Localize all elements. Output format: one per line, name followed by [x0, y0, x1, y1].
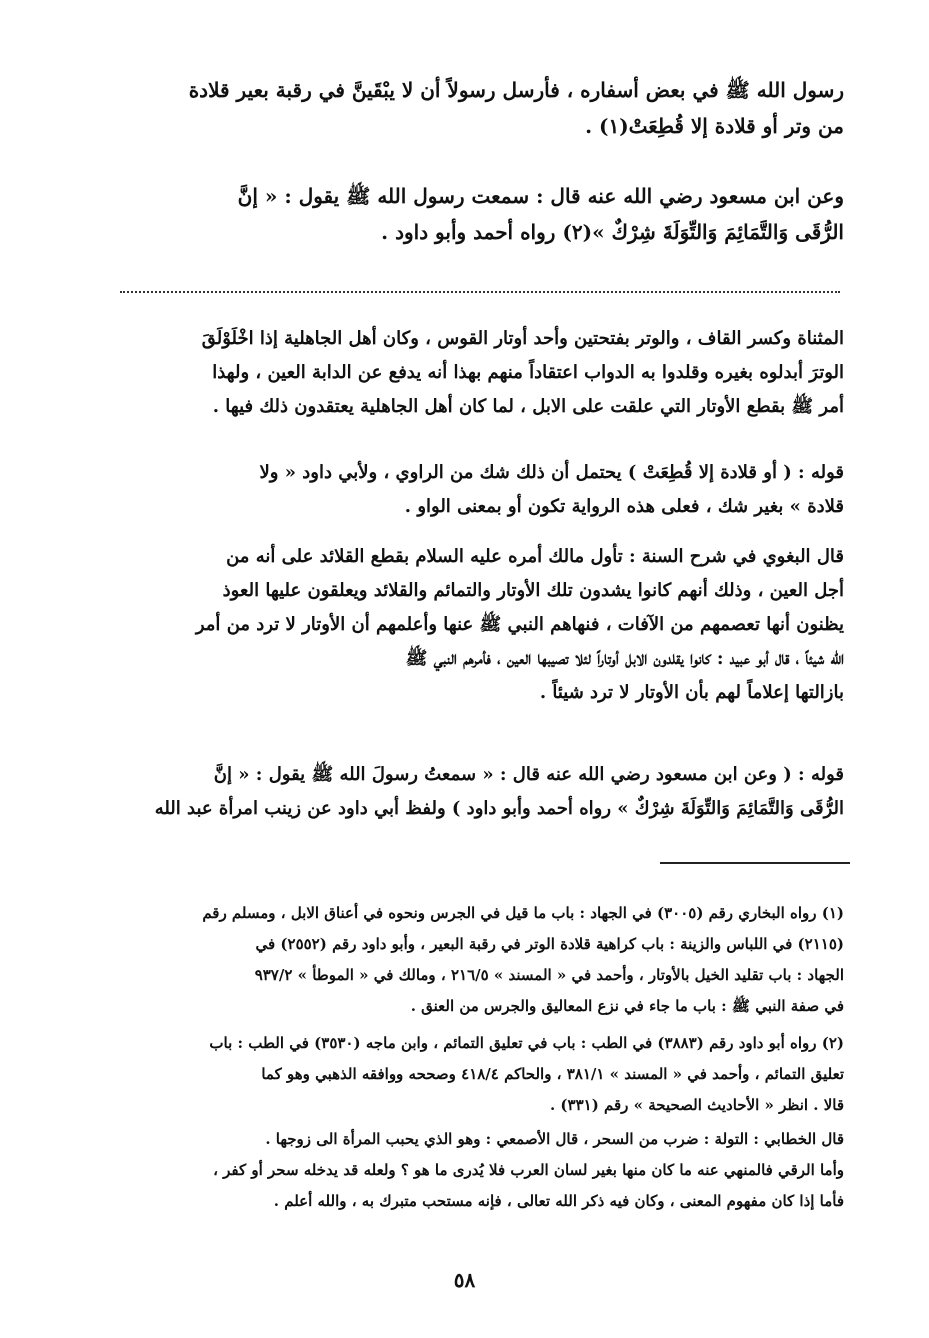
text-line: أجل العين ، وذلك أنهم كانوا يشدون تلك الأوتار والتمائم والقلائد ويعلقون عليها العوذ: [222, 580, 844, 601]
hadith-text-2: [100, 178, 844, 250]
text-line: قال الخطابي : التولة : ضرب من السحر ، قال الأصمعي : وهو الذي يحبب المرأة الى زوجها .: [265, 1130, 844, 1148]
text-line: وأما الرقي فالمنهي عنه ما كان منها بغير لسان العرب فلا يُدرى ما هو ؟ ولعله قد يدخله سحر أو كفر ،: [213, 1161, 844, 1179]
text-line: الله شيئاً ، قال أبو عبيد : كانوا يقلدون الابل أوتاراً لئلا تصيبها العين ، فأمرهم النبي ﷺ: [405, 648, 844, 669]
text-line: (٢) رواه أبو داود رقم (٣٨٨٣) في الطب : باب في تعليق التمائم ، وابن ماجه (٣٥٣٠) في الطب : باب: [209, 1034, 844, 1052]
text-line: المثناة وكسر القاف ، والوتر بفتحتين وأحد أوتار القوس ، وكان أهل الجاهلية إذا اخْلَوْلَقَ: [201, 328, 844, 349]
text-line: الرُّقَى وَالتَّمَائِمَ وَالتِّوَلَةَ شِرْكٌ » رواه أحمد وأبو داود ) ولفظ أبي داود عن زينب امرأة عبد الله: [154, 798, 844, 819]
footnote-1: [100, 898, 844, 1022]
text-line: قوله : ( أو قلادة إلا قُطِعَتْ ) يحتمل أن ذلك شك من الراوي ، ولأبي داود « ولا: [259, 462, 844, 483]
commentary-paragraph-1: [100, 322, 844, 424]
footnote-2: [100, 1028, 844, 1121]
text-line: أمر ﷺ بقطع الأوتار التي علقت على الابل ، لما كان أهل الجاهلية يعتقدون ذلك فيها .: [212, 396, 844, 417]
text-line: تعليق التمائم ، وأحمد في « المسند » ٣٨١/١ ، والحاكم ٤١٨/٤ وصححه ووافقه الذهبي وهو كما: [261, 1065, 844, 1083]
commentary-paragraph-4: [100, 758, 844, 826]
text-line: الجهاد : باب تقليد الخيل بالأوتار ، وأحمد في « المسند » ٢١٦/٥ ، ومالك في « الموطأ » ٩٣٧/٢: [254, 966, 844, 984]
text-line: من وتر أو قلادة إلا قُطِعَتْ(١) .: [585, 114, 844, 138]
text-line: فأما إذا كان مفهوم المعنى ، وكان فيه ذكر الله تعالى ، فإنه مستحب متبرك به ، والله أعلم .: [273, 1192, 844, 1210]
section-divider: [120, 291, 840, 293]
text-line: (١) رواه البخاري رقم (٣٠٠٥) في الجهاد : باب ما قيل في الجرس ونحوه في أعناق الابل ، ومسلم رقم: [202, 904, 844, 922]
text-line: قلادة » بغير شك ، فعلى هذه الرواية تكون أو بمعنى الواو .: [404, 496, 844, 517]
text-line: قال البغوي في شرح السنة : تأول مالك أمره عليه السلام بقطع القلائد على أنه من: [226, 546, 844, 567]
page-number: ٥٨: [453, 1268, 476, 1292]
footnote-separator: [660, 862, 850, 864]
hadith-text: [100, 72, 844, 144]
footnote-3: [100, 1124, 844, 1217]
text-line: (٢١١٥) في اللباس والزينة : باب كراهية قلادة الوتر في رقبة البعير ، وأبو داود رقم (٢٥٥٢) في: [255, 935, 844, 953]
text-line: الرُّقَى وَالتَّمَائِمَ وَالتِّوَلَةَ شِرْكٌ »(٢) رواه أحمد وأبو داود .: [381, 220, 844, 244]
text-line: قوله : ( وعن ابن مسعود رضي الله عنه قال : « سمعتُ رسولَ الله ﷺ يقول : « إنَّ: [213, 764, 844, 785]
commentary-paragraph-3: [100, 540, 844, 710]
text-line: بازالتها إعلاماً لهم بأن الأوتار لا ترد شيئاً .: [539, 682, 844, 703]
commentary-paragraph-2: [100, 456, 844, 524]
text-line: الوترَ أبدلوه بغيره وقلدوا به الدواب اعتقاداً منهم بهذا أنه يدفع عن الدابة العين ، ولهذا: [212, 362, 844, 383]
text-line: وعن ابن مسعود رضي الله عنه قال : سمعت رسول الله ﷺ يقول : « إنَّ: [237, 184, 844, 208]
text-line: في صفة النبي ﷺ : باب ما جاء في نزع المعاليق والجرس من العنق .: [410, 997, 844, 1015]
text-line: يظنون أنها تعصمهم من الآفات ، فنهاهم النبي ﷺ عنها وأعلمهم أن الأوتار لا ترد من أمر: [195, 614, 844, 635]
text-line: قالا . انظر « الأحاديث الصحيحة » رقم (٣٣١) .: [549, 1096, 844, 1114]
text-line: رسول الله ﷺ في بعض أسفاره ، فأرسل رسولاً أن لا يبْقَينَّ في رقبة بعير قلادة: [188, 78, 844, 102]
